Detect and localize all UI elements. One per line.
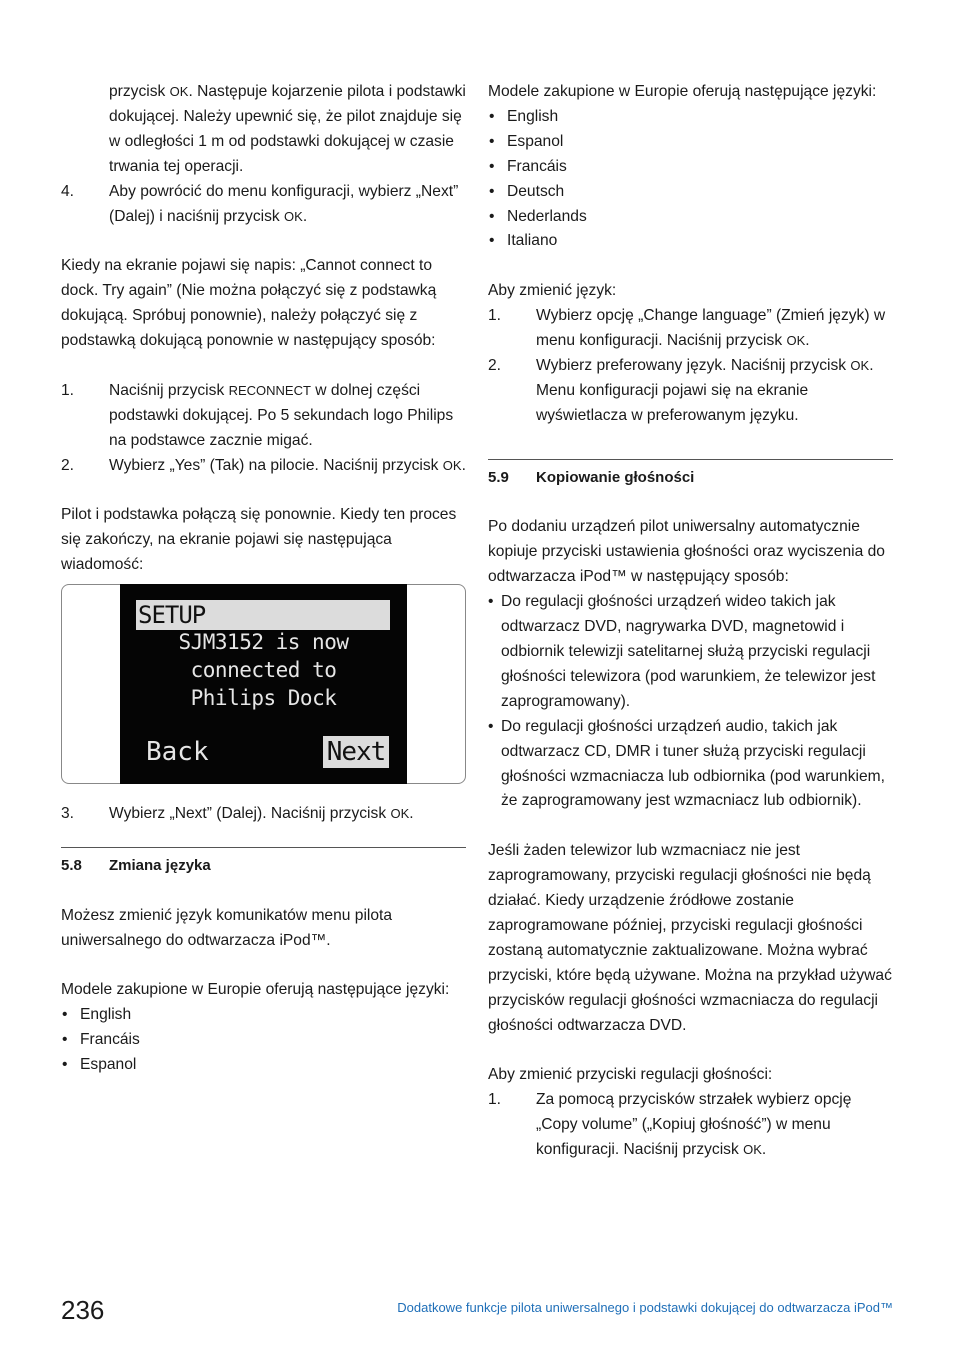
ok-key-label: OK	[850, 357, 870, 373]
screen-message	[120, 628, 407, 712]
text-run: Wybierz opcję „Change language” (Zmień język) w menu konfiguracji. Naciśnij przycisk	[536, 307, 886, 350]
step-number: 2.	[488, 356, 502, 374]
ok-key-label: OK	[169, 84, 189, 99]
section-title: Zmiana języka	[109, 856, 211, 874]
left-column	[61, 80, 466, 1078]
ok-key-label: OK	[442, 457, 462, 473]
screen-message-line: Philips Dock	[190, 686, 337, 711]
right-column	[488, 80, 893, 1163]
step-number: 1.	[61, 381, 75, 399]
text-run: .	[761, 1141, 767, 1159]
list-item: • English	[488, 105, 893, 130]
text-run: Aby powrócić do menu konfiguracji, wybierz „Next” (Dalej) i naciśnij przycisk	[109, 182, 459, 225]
list-item: • Deutsch	[488, 180, 893, 205]
howto-paragraph: Aby zmienić język:	[488, 282, 617, 300]
screen-message-line: SJM3152 is now	[178, 630, 349, 655]
change-volume-paragraph: Aby zmienić przyciski regulacji głośności:	[488, 1066, 773, 1084]
language-step-2	[488, 354, 893, 429]
no-device-paragraph: Jeśli żaden telewizor lub wzmacniacz nie jest zaprogramowany, przyciski regulacji głośności nie będą działać. Kiedy urządzenie źródłowe zostanie zaprogramowane później, przyciski regulacji głośności zostaną automatycznie zaktualizowane. Można wybrać przyciski, które będą używane. Można na przykład używać przycisków regulacji głośności wzmacniacza do regulacji głośności odtwarzacza DVD.	[488, 842, 892, 1034]
change-language-paragraph: Możesz zmienić język komunikatów menu pilota uniwersalnego do odtwarzacza iPod™.	[61, 906, 393, 949]
step-number: 1.	[488, 1091, 502, 1109]
list-item: • English	[61, 1003, 466, 1028]
text-run: Naciśnij przycisk	[109, 381, 229, 399]
models-paragraph: Modele zakupione w Europie oferują następujące języki:	[61, 981, 450, 999]
device-screen	[120, 584, 407, 784]
copy-volume-paragraph: Po dodaniu urządzeń pilot uniwersalny automatycznie kopiuje przyciski ustawienia głośności oraz wyciszenia do odtwarzacza iPod™ w następujący sposób:	[488, 518, 885, 586]
text-run: .	[302, 207, 308, 225]
list-item: • Espanol	[61, 1053, 466, 1078]
ok-key-label: OK	[390, 806, 410, 822]
list-item: • Francáis	[488, 155, 893, 180]
connect-paragraph: Pilot i podstawka połączą się ponownie. Kiedy ten proces się zakończy, na ekranie pojawi się następująca wiadomość:	[61, 506, 457, 574]
screen-title: SETUP	[136, 600, 390, 630]
step-number: 3.	[61, 805, 75, 823]
copy-volume-list	[488, 590, 893, 814]
list-item: • Francáis	[61, 1028, 466, 1053]
language-list	[488, 105, 893, 254]
step-3	[61, 802, 466, 827]
text-run: .	[461, 456, 466, 474]
models-paragraph: Modele zakupione w Europie oferują następujące języki:	[488, 83, 877, 100]
text-run: . Menu konfiguracji pojawi się na ekranie wyświetlacza w preferowanym języku.	[536, 356, 874, 424]
ok-key-label: OK	[786, 333, 806, 349]
cannot-connect-paragraph: Kiedy na ekranie pojawi się napis: „Cannot connect to dock. Try again” (Nie można połączyć się z podstawką dokującą. Spróbuj ponownie), należy połączyć się z podstawką dokującą ponownie w następujący sposób:	[61, 257, 437, 350]
text-run: przycisk	[109, 83, 170, 100]
section-title: Kopiowanie głośności	[536, 468, 695, 486]
list-item: • Espanol	[488, 130, 893, 155]
screen-next-option: Next	[323, 736, 389, 768]
device-screen-figure	[61, 584, 466, 784]
section-heading-5-8	[61, 847, 466, 879]
list-item: • Italiano	[488, 229, 893, 254]
ok-key-label: OK	[284, 208, 303, 224]
text-run: Wybierz „Yes” (Tak) na pilocie. Naciśnij przycisk	[109, 456, 443, 474]
section-heading-5-9	[488, 459, 893, 491]
ok-key-label: OK	[743, 1142, 762, 1158]
step-4	[61, 180, 466, 230]
step-number: 1.	[488, 307, 502, 325]
text-run: w dolnej części podstawki dokującej. Po 5 sekundach logo Philips na podstawce zacznie migać.	[109, 381, 454, 449]
list-item: • Do regulacji głośności urządzeń wideo takich jak odtwarzacz DVD, nagrywarka DVD, magnetowid i odbiornik telewizji satelitarnej służą przyciski regulacji głośności telewizora (pod warunkiem, że telewizor jest zaprogramowany).	[488, 590, 893, 715]
text-run: Wybierz „Next” (Dalej). Naciśnij przycisk	[109, 805, 391, 823]
text-run: Za pomocą przycisków strzałek wybierz opcję „Copy volume” („Kopiuj głośność”) w menu konfiguracji. Naciśnij przycisk	[536, 1091, 852, 1159]
reconnect-key-label: RECONNECT	[228, 382, 311, 398]
screen-message-line: connected to	[190, 658, 337, 683]
reconnect-step-2	[61, 454, 466, 479]
list-item: • Nederlands	[488, 205, 893, 230]
running-footer: Dodatkowe funkcje pilota uniwersalnego i podstawki dokującej do odtwarzacza iPod™	[397, 1300, 893, 1315]
reconnect-step-1	[61, 379, 466, 454]
page-number: 236	[61, 1295, 105, 1325]
text-run: .	[805, 332, 810, 350]
continued-step-text	[61, 80, 466, 180]
volume-step-1	[488, 1088, 893, 1163]
text-run: Wybierz preferowany język. Naciśnij przycisk	[536, 356, 851, 374]
text-run: .	[409, 805, 414, 823]
step-number: 4.	[61, 182, 75, 200]
text-run: . Następuje kojarzenie pilota i podstawki dokującej. Należy upewnić się, że pilot znajduje się w odległości 1 m od podstawki dokującej w czasie trwania tej operacji.	[109, 83, 466, 175]
section-number: 5.9	[488, 468, 509, 486]
screen-back-option: Back	[146, 737, 209, 768]
language-list	[61, 1003, 466, 1078]
list-item: • Do regulacji głośności urządzeń audio, takich jak odtwarzacz CD, DMR i tuner służą przyciski regulacji głośności wzmacniacza lub odbiornika (pod warunkiem, że zaprogramowany jest wzmacniacz lub odbiornik).	[488, 715, 893, 815]
section-number: 5.8	[61, 856, 82, 874]
language-step-1	[488, 304, 893, 354]
step-number: 2.	[61, 456, 75, 474]
